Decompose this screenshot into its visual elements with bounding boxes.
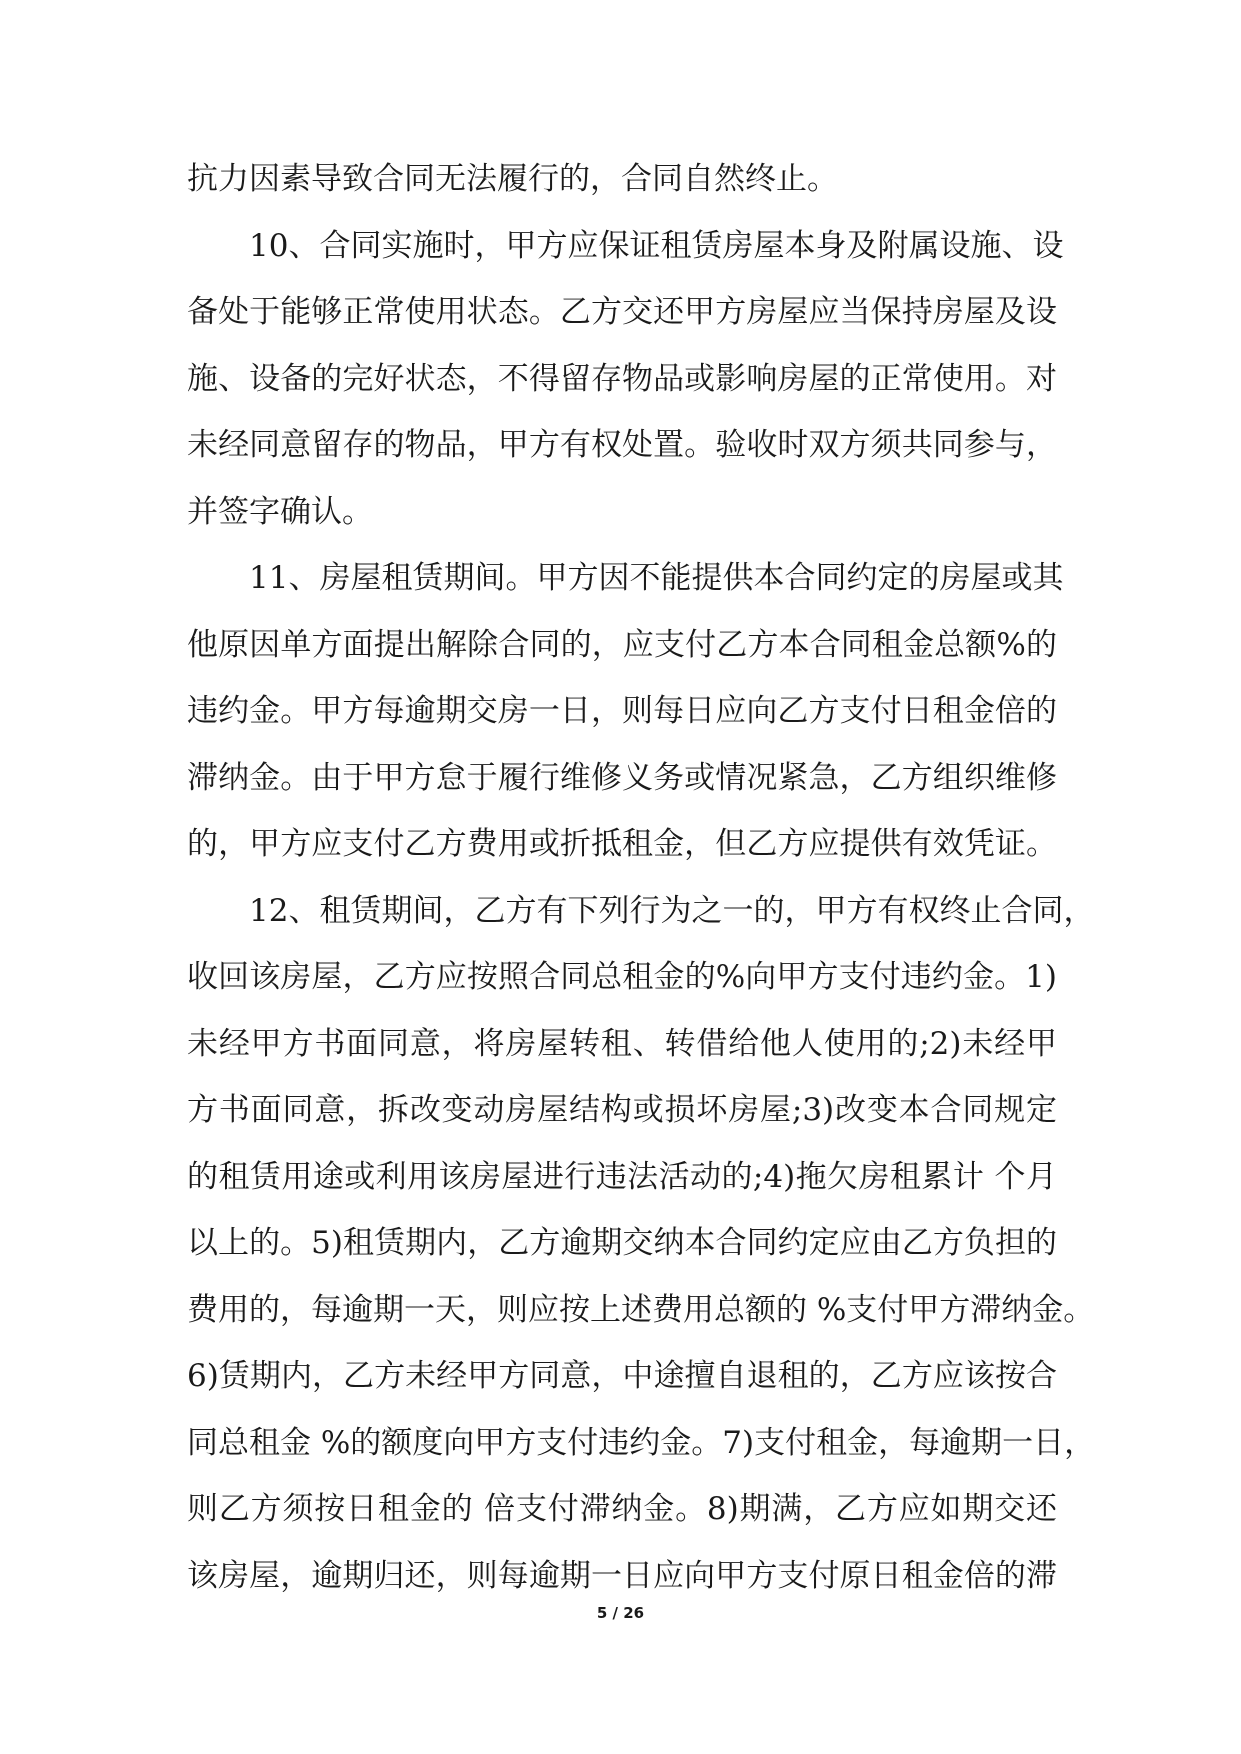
text-line: 则乙方须按日租金的 倍支付滞纳金。8)期满，乙方应如期交还 (187, 1491, 1057, 1527)
text-line: 违约金。甲方每逾期交房一日，则每日应向乙方支付日租金倍的 (187, 693, 1057, 729)
page-number: 5 / 26 (596, 1604, 645, 1622)
text-line: 并签字确认。 (187, 493, 373, 530)
text-line: 滞纳金。由于甲方怠于履行维修义务或情况紧急，乙方组织维修 (187, 759, 1057, 796)
clause-12-line: 12、租赁期间，乙方有下列行为之一的，甲方有权终止合同， (249, 892, 1095, 929)
text-line: 抗力因素导致合同无法履行的，合同自然终止。 (187, 161, 838, 197)
text-line: 未经甲方书面同意，将房屋转租、转借给他人使用的;2)未经甲 (187, 1025, 1057, 1062)
text-line: 6)赁期内，乙方未经甲方同意，中途擅自退租的，乙方应该按合 (187, 1358, 1057, 1394)
text-line: 备处于能够正常使用状态。乙方交还甲方房屋应当保持房屋及设 (187, 294, 1057, 330)
clause-11-line: 11、房屋租赁期间。甲方因不能提供本合同约定的房屋或其 (249, 560, 1064, 596)
text-line: 他原因单方面提出解除合同的，应支付乙方本合同租金总额%的 (187, 626, 1058, 663)
text-line: 的租赁用途或利用该房屋进行违法活动的;4)拖欠房租累计 个月 (187, 1158, 1057, 1195)
contract-body-text (187, 146, 1096, 1609)
text-line: 未经同意留存的物品，甲方有权处置。验收时双方须共同参与， (187, 427, 1057, 463)
text-line: 该房屋，逾期归还，则每逾期一日应向甲方支付原日租金倍的滞 (187, 1557, 1057, 1594)
text-line: 费用的，每逾期一天，则应按上述费用总额的 %支付甲方滞纳金。 (187, 1291, 1095, 1328)
text-line: 方书面同意，拆改变动房屋结构或损坏房屋;3)改变本合同规定 (187, 1092, 1057, 1128)
text-line: 收回该房屋，乙方应按照合同总租金的%向甲方支付违约金。1) (187, 959, 1057, 995)
text-line: 施、设备的完好状态，不得留存物品或影响房屋的正常使用。对 (187, 360, 1057, 397)
text-line: 以上的。5)租赁期内，乙方逾期交纳本合同约定应由乙方负担的 (187, 1225, 1057, 1261)
text-line: 的，甲方应支付乙方费用或折抵租金，但乙方应提供有效凭证。 (187, 826, 1057, 862)
text-line: 同总租金 %的额度向甲方支付违约金。7)支付租金，每逾期一日， (187, 1424, 1096, 1461)
clause-10-line: 10、合同实施时，甲方应保证租赁房屋本身及附属设施、设 (249, 227, 1064, 264)
